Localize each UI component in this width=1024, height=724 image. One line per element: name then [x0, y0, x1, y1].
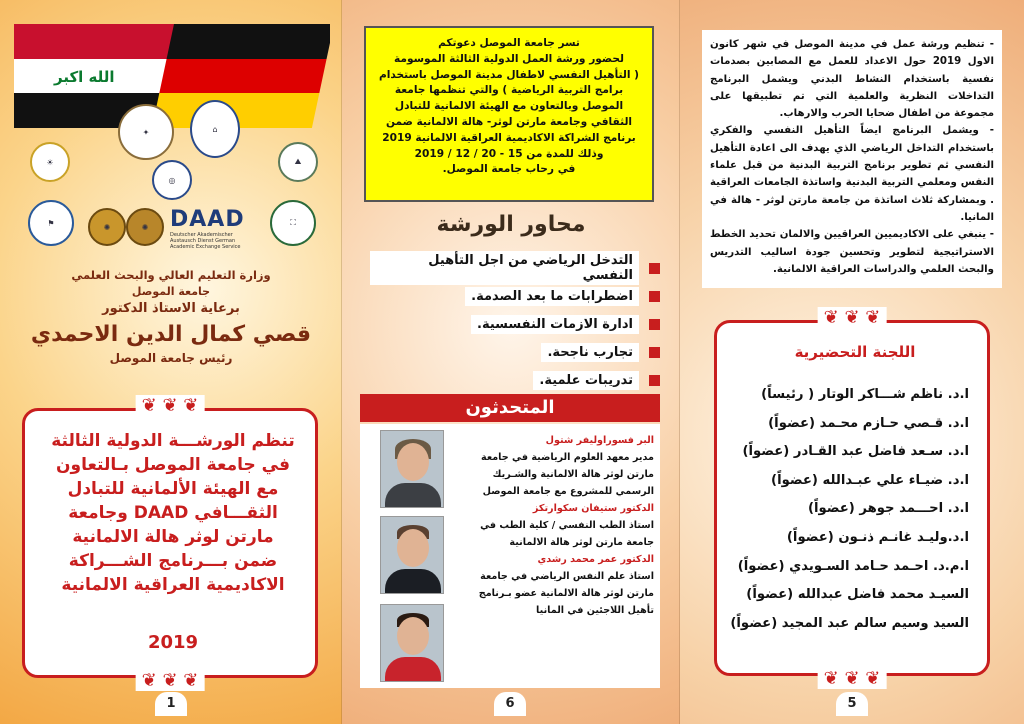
speaker-photo-2 [380, 516, 444, 594]
list-item: ا.د. احـــمد جوهر (عضواً) [807, 501, 969, 517]
page-number: 5 [836, 692, 868, 716]
gold-seal-2: ✺ [126, 208, 164, 246]
bullet-square-icon [649, 263, 660, 274]
speaker-name: الدكتور ستيفان سكوارتكز [532, 503, 654, 514]
flags-banner [14, 24, 330, 128]
bullet-square-icon [649, 375, 660, 386]
president-title: رئيس جامعة الموصل [109, 351, 233, 365]
axes-list [370, 254, 660, 394]
list-item: ادارة الازمات النفسسية. [370, 310, 660, 338]
list-item: السيد وسيم سالم عبد المجيد (عضواً) [730, 615, 969, 631]
bullet-square-icon [649, 291, 660, 302]
page-number: 1 [155, 692, 187, 716]
list-item: ا.د. قـصي حـازم محـمد (عضواً) [768, 415, 969, 431]
announcement-year: 2019 [147, 632, 199, 653]
college-logo-2: ⛰ [278, 142, 318, 182]
speaker-name: البر فسوراوليفر شتول [545, 435, 654, 446]
speaker-name: الدكتور عمر محمد رشدي [537, 554, 654, 565]
list-item: تدريبات علمية. [370, 366, 660, 394]
invitation-box: تسر جامعة الموصل دعوتكم لحضور ورشة العمل الدولية الثالثة الموسومة ( التأهيل النفسي لاطفال مدينة الموصل باستخدام برامج التربية الرياضية ) والتي تنظمها جامعة الموصل وبالتعاون مع الهيئة الالمانية للتبادل الثقافي وجامعة مارتن لوثر- هالة الالمانية ضمن برنامج الشراكة الاكاديمية العراقية الالمانية 2019 وذلك للمدة من 15 - 20 / 12 / 2019 في رحاب جامعة الموصل. [364, 26, 654, 202]
list-item: تجارب ناجحة. [370, 338, 660, 366]
ornament-top: ❦ ❦ ❦ [136, 395, 205, 416]
list-item: اضطرابات ما بعد الصدمة. [370, 282, 660, 310]
objectives-text: - تنظيم ورشة عمل في مدينة الموصل في شهر كانون الاول 2019 حول الاعداد للعمل مع المصابين بصدمات نفسية باستخدام النشاط البدني ويشمل البرنامج التداخلات النظرية والعلمية التي تم تطبيقها على مجموعة من اطفال ضحايا الحرب والارهاب. - ويشمل البرنامج ايضاً التأهيل النفسي والفكري باستخدام التداخل الرياضي الذي يهدف الى اعادة التأهيل النفسي ثم تطوير برنامج التربية البدنية من قبل علماء النفس ومعلمي التربية البدنية واساتذة الجامعات العراقية . وبمشاركة ثلاث اساتذة من جامعة مارتن لوثر - هالة في المانيا. - ينبغي على الاكاديميين العراقيين والالمان تحديد الخطط الاستراتيجية لتطوير وتحسين جودة اساليب التدريس والبحث العلمي والدراسات العراقية الالمانية. [702, 30, 1002, 288]
page-number: 6 [494, 692, 526, 716]
announcement-text: تنظم الورشـــة الدولية الثالثة في جامعة الموصل بـالتعاون مع الهيئة الألمانية للتبادل الثقـــافي DAAD وجامعة مارتن لوثر هالة الالمانية ضمن بـــرنامج الشـــراكة الاكاديمية العراقية الالمانية [51, 431, 295, 595]
committee-title: اللجنة التحضيرية [794, 343, 916, 361]
workshop-announcement-box [22, 395, 318, 691]
speakers-heading: المتحدثون [360, 394, 660, 422]
patronage-label: برعاية الاستاذ الدكتور [102, 301, 240, 316]
panel-cover [0, 0, 342, 724]
patronage-block [20, 268, 322, 365]
gold-seal-1: ✺ [88, 208, 126, 246]
speaker-photo-3 [380, 604, 444, 682]
list-item: السيـد محمد فاضل عبدالله (عضواً) [746, 587, 969, 603]
college-logo-1: ☀ [30, 142, 70, 182]
list-item: التدخل الرياضي من اجل التأهيل النفسي [370, 254, 660, 282]
speakers-section [360, 424, 660, 688]
axes-heading: محاور الورشة [436, 212, 586, 237]
bullet-square-icon [649, 347, 660, 358]
list-item: ا.د. ناظم شـــاكر الوتار ( رئيساً) [761, 387, 969, 402]
committee-members [729, 381, 969, 638]
list-item: ا.د.وليـد غانـم ذنـون (عضواً) [786, 529, 969, 545]
ministry-name: وزارة التعليم العالي والبحث العلمي [71, 268, 271, 282]
germany-flag [152, 24, 330, 128]
daad-logo: DAAD Deutscher Akademischer Austausch Dienst German Academic Exchange Service [170, 207, 245, 250]
ornament-bottom: ❦ ❦ ❦ [136, 670, 205, 691]
panel-objectives [680, 0, 1024, 724]
ornament-bottom: ❦ ❦ ❦ [818, 668, 887, 689]
university-name: جامعة الموصل [131, 285, 211, 298]
panel-program [342, 0, 680, 724]
speakers-text: البر فسوراوليفر شتول مدير معهد العلوم الرياضية في جامعة مارتن لوثر هالة الالمانية والشـريك الرسمي للمشروع مع جامعة الموصل الدكتور ستيفان سكوارتكز استاذ الطب النفسي / كلية الطب في جامعة مارتن لوثر هالة الالمانية الدكتور عمر محمد رشدي استاذ علم النفس الرياضي في جامعة مارتن لوثر هالة الالمانية عضو بـرنامج تأهيل اللاجئين في المانيا [454, 432, 654, 619]
college-logo-4: ⚑ [28, 200, 74, 246]
list-item: ا.د. ضيـاء علي عبـدالله (عضواً) [771, 472, 969, 488]
committee-box [714, 307, 990, 689]
flag-takbir-text: الله اكبر [54, 68, 115, 86]
college-logo-5: ⛶ [270, 200, 316, 246]
bullet-square-icon [649, 319, 660, 330]
speaker-photo-1 [380, 430, 444, 508]
list-item: ا.م.د. احـمد حـامد السـويدي (عضواً) [737, 558, 969, 574]
university-logo-1: ✦ [118, 104, 174, 160]
list-item: ا.د. سـعد فاضل عبد القـادر (عضواً) [742, 444, 969, 460]
college-logo-3: ◎ [152, 160, 192, 200]
ornament-top: ❦ ❦ ❦ [818, 307, 887, 328]
university-logo-2: ⌂ [190, 100, 240, 158]
president-name: قصي كمال الدين الاحمدي [30, 322, 312, 347]
